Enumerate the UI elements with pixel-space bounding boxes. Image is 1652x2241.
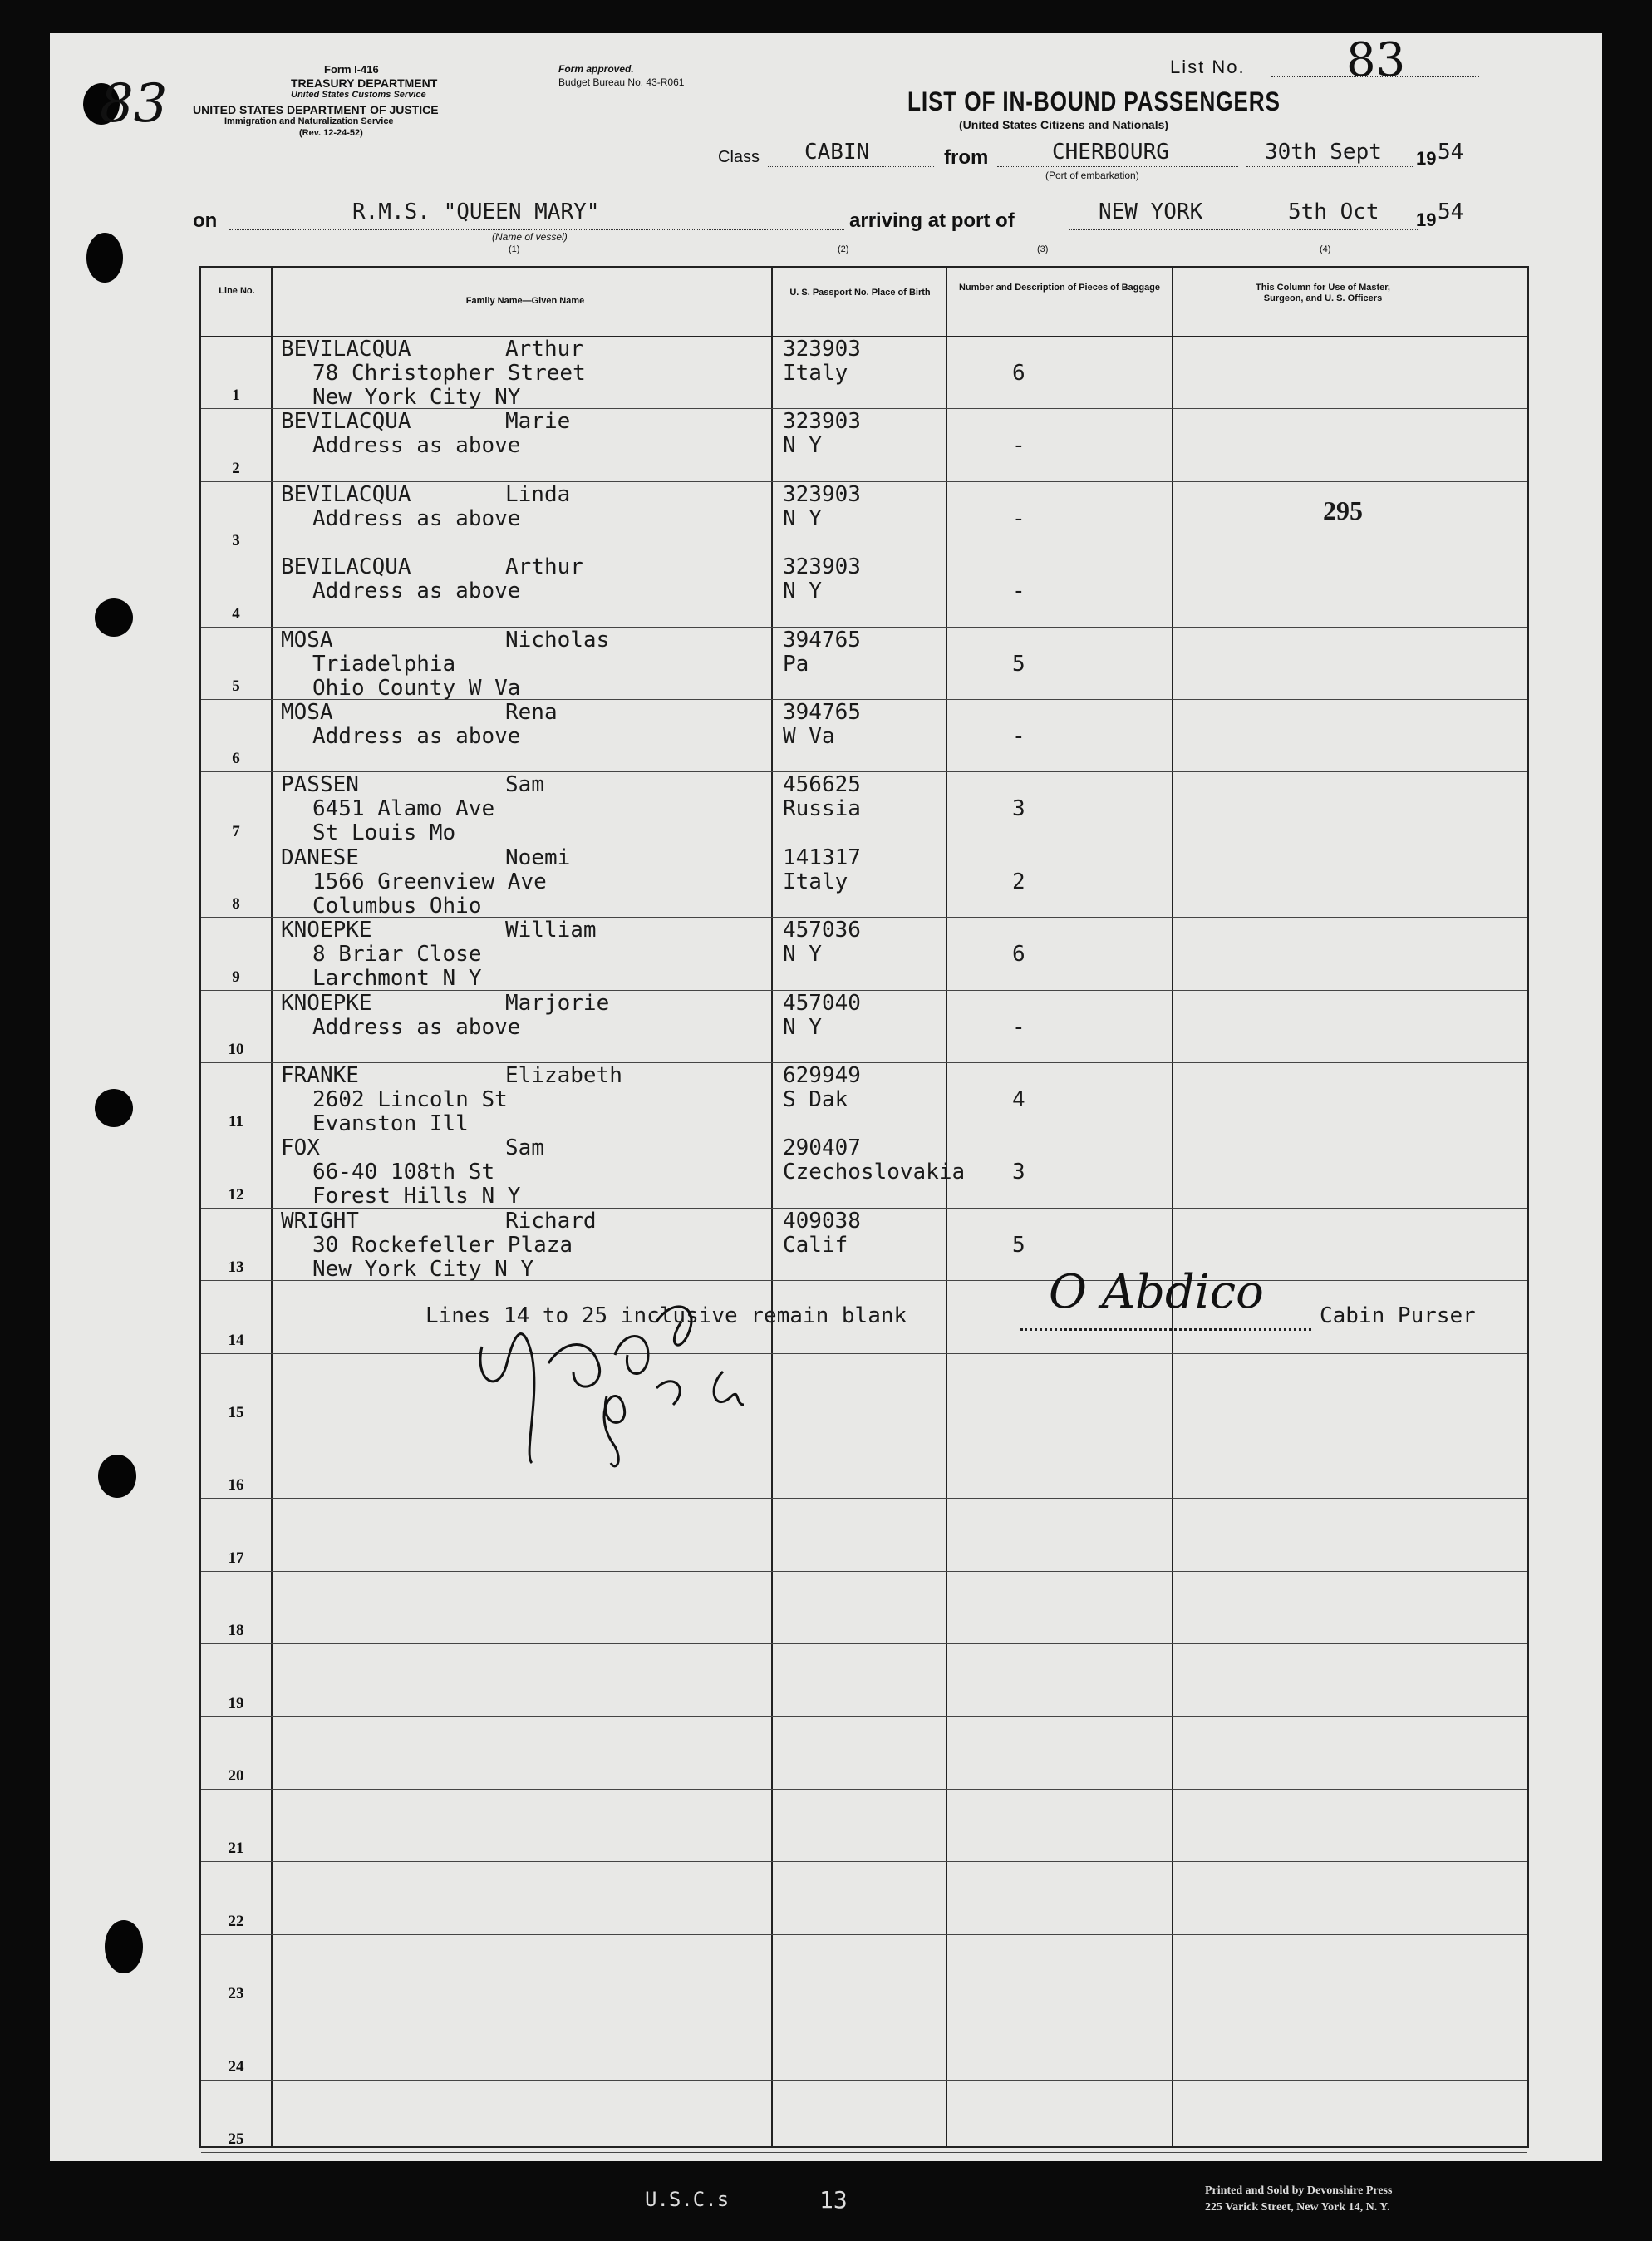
port-of-embarkation: CHERBOURG [1052, 140, 1169, 165]
form-number: Form I-416 [324, 63, 379, 76]
punch-hole [105, 1920, 143, 1973]
line-number: 13 [228, 1258, 244, 1277]
passenger-given-name: Sam [505, 772, 544, 798]
passenger-given-name: Richard [505, 1208, 597, 1234]
vessel-caption: (Name of vessel) [492, 231, 568, 243]
handwritten-scribble [449, 1247, 798, 1480]
passenger-address-1: Address as above [312, 1014, 521, 1040]
passenger-family-name: FOX [281, 1135, 320, 1161]
baggage-count: - [1012, 1014, 1025, 1040]
passenger-family-name: PASSEN [281, 772, 359, 798]
passenger-family-name: WRIGHT [281, 1208, 359, 1234]
justice-dept: UNITED STATES DEPARTMENT OF JUSTICE [193, 103, 439, 116]
arrival-date: 5th Oct [1288, 199, 1379, 224]
row-divider [201, 1643, 1527, 1644]
line-number: 18 [228, 1622, 244, 1640]
passenger-address-1: Address as above [312, 505, 521, 531]
passenger-family-name: BEVILACQUA [281, 337, 411, 362]
passenger-address-1: 1566 Greenview Ave [312, 869, 547, 894]
treasury-dept: TREASURY DEPARTMENT [291, 76, 438, 90]
passenger-address-1: Address as above [312, 579, 521, 604]
passenger-given-name: Noemi [505, 845, 571, 870]
header-baggage: Number and Description of Pieces of Baggage [958, 283, 1161, 293]
passenger-address-1: 66-40 108th St [312, 1160, 495, 1185]
baggage-count: - [1012, 433, 1025, 459]
from-rule [997, 166, 1238, 167]
passport-number: 323903 [783, 481, 861, 507]
row-divider [201, 1789, 1527, 1790]
line-number: 24 [228, 2057, 244, 2076]
customs-service: United States Customs Service [291, 90, 426, 100]
baggage-count: - [1012, 579, 1025, 604]
line-number: 12 [228, 1185, 244, 1204]
place-of-birth: Russia [783, 796, 861, 822]
date-rule-1 [1246, 166, 1413, 167]
place-of-birth: Czechoslovakia [783, 1160, 966, 1185]
passenger-family-name: MOSA [281, 627, 333, 653]
passenger-given-name: Arthur [505, 554, 583, 580]
baggage-count: - [1012, 505, 1025, 531]
place-of-birth: Pa [783, 651, 809, 677]
purser-signature: O Abdico [1049, 1265, 1264, 1319]
passport-number: 457036 [783, 918, 861, 943]
place-of-birth: N Y [783, 942, 822, 968]
place-of-birth: Italy [783, 361, 848, 386]
passenger-given-name: Marjorie [505, 990, 610, 1016]
passenger-address-1: Address as above [312, 724, 521, 749]
line-number: 5 [232, 677, 240, 695]
row-divider [201, 1062, 1527, 1063]
row-divider [201, 1716, 1527, 1717]
passport-number: 409038 [783, 1208, 861, 1234]
col-4-caption: (4) [1320, 244, 1331, 254]
passport-number: 141317 [783, 845, 861, 870]
passenger-given-name: Marie [505, 409, 571, 435]
document-subtitle: (United States Citizens and Nationals) [959, 118, 1169, 131]
baggage-count: 5 [1012, 1232, 1025, 1258]
blank-lines-note: Lines 14 to 25 inclusive remain blank [425, 1303, 907, 1328]
arrival-port: NEW YORK [1099, 199, 1203, 224]
passport-number: 323903 [783, 554, 861, 580]
budget-bureau: Budget Bureau No. 43-R061 [558, 76, 685, 88]
footer-printer: Printed and Sold by Devonshire Press [1205, 2184, 1393, 2197]
purser-label: Cabin Purser [1320, 1303, 1476, 1328]
baggage-count: 6 [1012, 361, 1025, 386]
footer-uscs: U.S.C.s [645, 2188, 730, 2211]
punch-hole [95, 1089, 133, 1127]
baggage-count: 3 [1012, 1160, 1025, 1185]
line-number: 7 [232, 822, 240, 840]
passport-number: 394765 [783, 627, 861, 653]
passport-number: 629949 [783, 1063, 861, 1088]
line-number: 2 [232, 459, 240, 477]
passenger-family-name: FRANKE [281, 1063, 359, 1088]
row-divider [201, 1498, 1527, 1499]
class-label: Class [718, 148, 760, 166]
from-caption: (Port of embarkation) [1045, 170, 1139, 181]
passenger-address-2: New York City NY [312, 385, 521, 410]
arrival-year-prefix: 19 [1416, 209, 1437, 230]
line-number: 8 [232, 895, 240, 914]
passenger-address-1: 6451 Alamo Ave [312, 796, 495, 822]
place-of-birth: N Y [783, 505, 822, 531]
arrival-rule [1069, 229, 1418, 230]
header-officers: This Column for Use of Master, Surgeon, and U. S. Officers [1256, 283, 1390, 303]
passenger-address-2: Forest Hills N Y [312, 1184, 521, 1209]
line-number: 10 [228, 1041, 244, 1058]
passenger-address-2: Columbus Ohio [312, 893, 482, 919]
line-number: 4 [232, 604, 240, 623]
row-divider [201, 1861, 1527, 1862]
row-divider [201, 1934, 1527, 1935]
row-divider [201, 771, 1527, 772]
baggage-count: 4 [1012, 1087, 1025, 1112]
on-label: on [193, 209, 218, 232]
passenger-address-1: 30 Rockefeller Plaza [312, 1232, 573, 1258]
passport-number: 394765 [783, 700, 861, 725]
line-number: 20 [228, 1767, 244, 1785]
punch-hole [95, 598, 133, 637]
departure-date: 30th Sept [1265, 140, 1382, 165]
passenger-family-name: KNOEPKE [281, 918, 372, 943]
header-passport: U. S. Passport No. Place of Birth [789, 288, 931, 298]
form-approved: Form approved. [558, 63, 634, 75]
passenger-table [199, 266, 1529, 2148]
line-number: 21 [228, 1840, 244, 1858]
col-3-caption: (3) [1037, 244, 1049, 254]
passenger-address-1: 2602 Lincoln St [312, 1087, 508, 1112]
line-number: 17 [228, 1549, 244, 1567]
arrival-year: 54 [1438, 199, 1464, 224]
punch-hole [86, 233, 123, 283]
passenger-address-1: 8 Briar Close [312, 942, 482, 968]
class-rule [768, 166, 934, 167]
footer-page-number: 13 [819, 2186, 848, 2214]
list-no-label: List No. [1170, 57, 1246, 77]
passenger-address-1: Address as above [312, 433, 521, 459]
line-number: 23 [228, 1985, 244, 2003]
passenger-given-name: Nicholas [505, 627, 610, 653]
passenger-given-name: Rena [505, 700, 558, 725]
place-of-birth: N Y [783, 433, 822, 459]
departure-year: 54 [1438, 140, 1464, 165]
footer-printer-address: 225 Varick Street, New York 14, N. Y. [1205, 2201, 1390, 2214]
passenger-given-name: Elizabeth [505, 1063, 622, 1088]
passenger-family-name: KNOEPKE [281, 990, 372, 1016]
vessel-rule [229, 229, 844, 230]
document-title: LIST OF IN-BOUND PASSENGERS [907, 86, 1281, 116]
revision: (Rev. 12-24-52) [299, 128, 363, 138]
corner-number: 83 [100, 73, 168, 135]
place-of-birth: S Dak [783, 1087, 848, 1112]
row-divider [201, 627, 1527, 628]
col-1-caption: (1) [509, 244, 520, 254]
place-of-birth: N Y [783, 579, 822, 604]
header-line-no: Line No. [219, 286, 255, 296]
baggage-count: 6 [1012, 942, 1025, 968]
line-number: 15 [228, 1404, 244, 1421]
class-value: CABIN [804, 140, 870, 165]
vessel-name: R.M.S. "QUEEN MARY" [352, 199, 600, 224]
list-no-value: 83 [1346, 33, 1406, 87]
row-divider [201, 1353, 1527, 1354]
passenger-given-name: William [505, 918, 597, 943]
punch-hole [98, 1455, 136, 1498]
passport-number: 456625 [783, 772, 861, 798]
baggage-count: 2 [1012, 869, 1025, 894]
baggage-count: - [1012, 724, 1025, 749]
line-number: 11 [229, 1113, 243, 1131]
passenger-address-2: Larchmont N Y [312, 966, 482, 992]
header-name: Family Name—Given Name [465, 296, 585, 306]
passenger-family-name: BEVILACQUA [281, 481, 411, 507]
ins-service: Immigration and Naturalization Service [224, 116, 394, 126]
line-number: 9 [232, 968, 240, 986]
passport-number: 290407 [783, 1135, 861, 1161]
passenger-given-name: Sam [505, 1135, 544, 1161]
passenger-family-name: BEVILACQUA [281, 554, 411, 580]
line-number: 1 [232, 387, 240, 405]
line-number: 16 [228, 1476, 244, 1495]
from-label: from [944, 146, 989, 169]
passport-number: 457040 [783, 990, 861, 1016]
line-number: 6 [232, 750, 240, 768]
line-number: 3 [232, 532, 240, 550]
officer-note: 295 [1323, 495, 1363, 525]
passenger-given-name: Arthur [505, 337, 583, 362]
passenger-family-name: DANESE [281, 845, 359, 870]
passenger-address-2: St Louis Mo [312, 820, 456, 846]
place-of-birth: Italy [783, 869, 848, 894]
passenger-address-2: New York City N Y [312, 1256, 534, 1282]
purser-signature-rule [1020, 1328, 1311, 1331]
passenger-address-1: Triadelphia [312, 651, 456, 677]
place-of-birth: N Y [783, 1014, 822, 1040]
arriving-label: arriving at port of [849, 209, 1015, 232]
line-number: 14 [228, 1331, 244, 1349]
passenger-address-2: Ohio County W Va [312, 675, 521, 701]
row-divider [201, 2080, 1527, 2081]
line-number: 19 [228, 1694, 244, 1712]
passenger-address-2: Evanston Ill [312, 1111, 469, 1136]
row-divider [201, 2152, 1527, 2153]
baggage-count: 3 [1012, 796, 1025, 822]
line-number: 25 [228, 2130, 244, 2148]
col-2-caption: (2) [838, 244, 849, 254]
passport-number: 323903 [783, 409, 861, 435]
place-of-birth: Calif [783, 1232, 848, 1258]
baggage-count: 5 [1012, 651, 1025, 677]
passenger-address-1: 78 Christopher Street [312, 361, 586, 386]
passport-number: 323903 [783, 337, 861, 362]
departure-year-prefix: 19 [1416, 148, 1437, 169]
passenger-family-name: MOSA [281, 700, 333, 725]
passenger-family-name: BEVILACQUA [281, 409, 411, 435]
line-number: 22 [228, 1912, 244, 1930]
row-divider [201, 1571, 1527, 1572]
place-of-birth: W Va [783, 724, 835, 749]
passenger-given-name: Linda [505, 481, 571, 507]
